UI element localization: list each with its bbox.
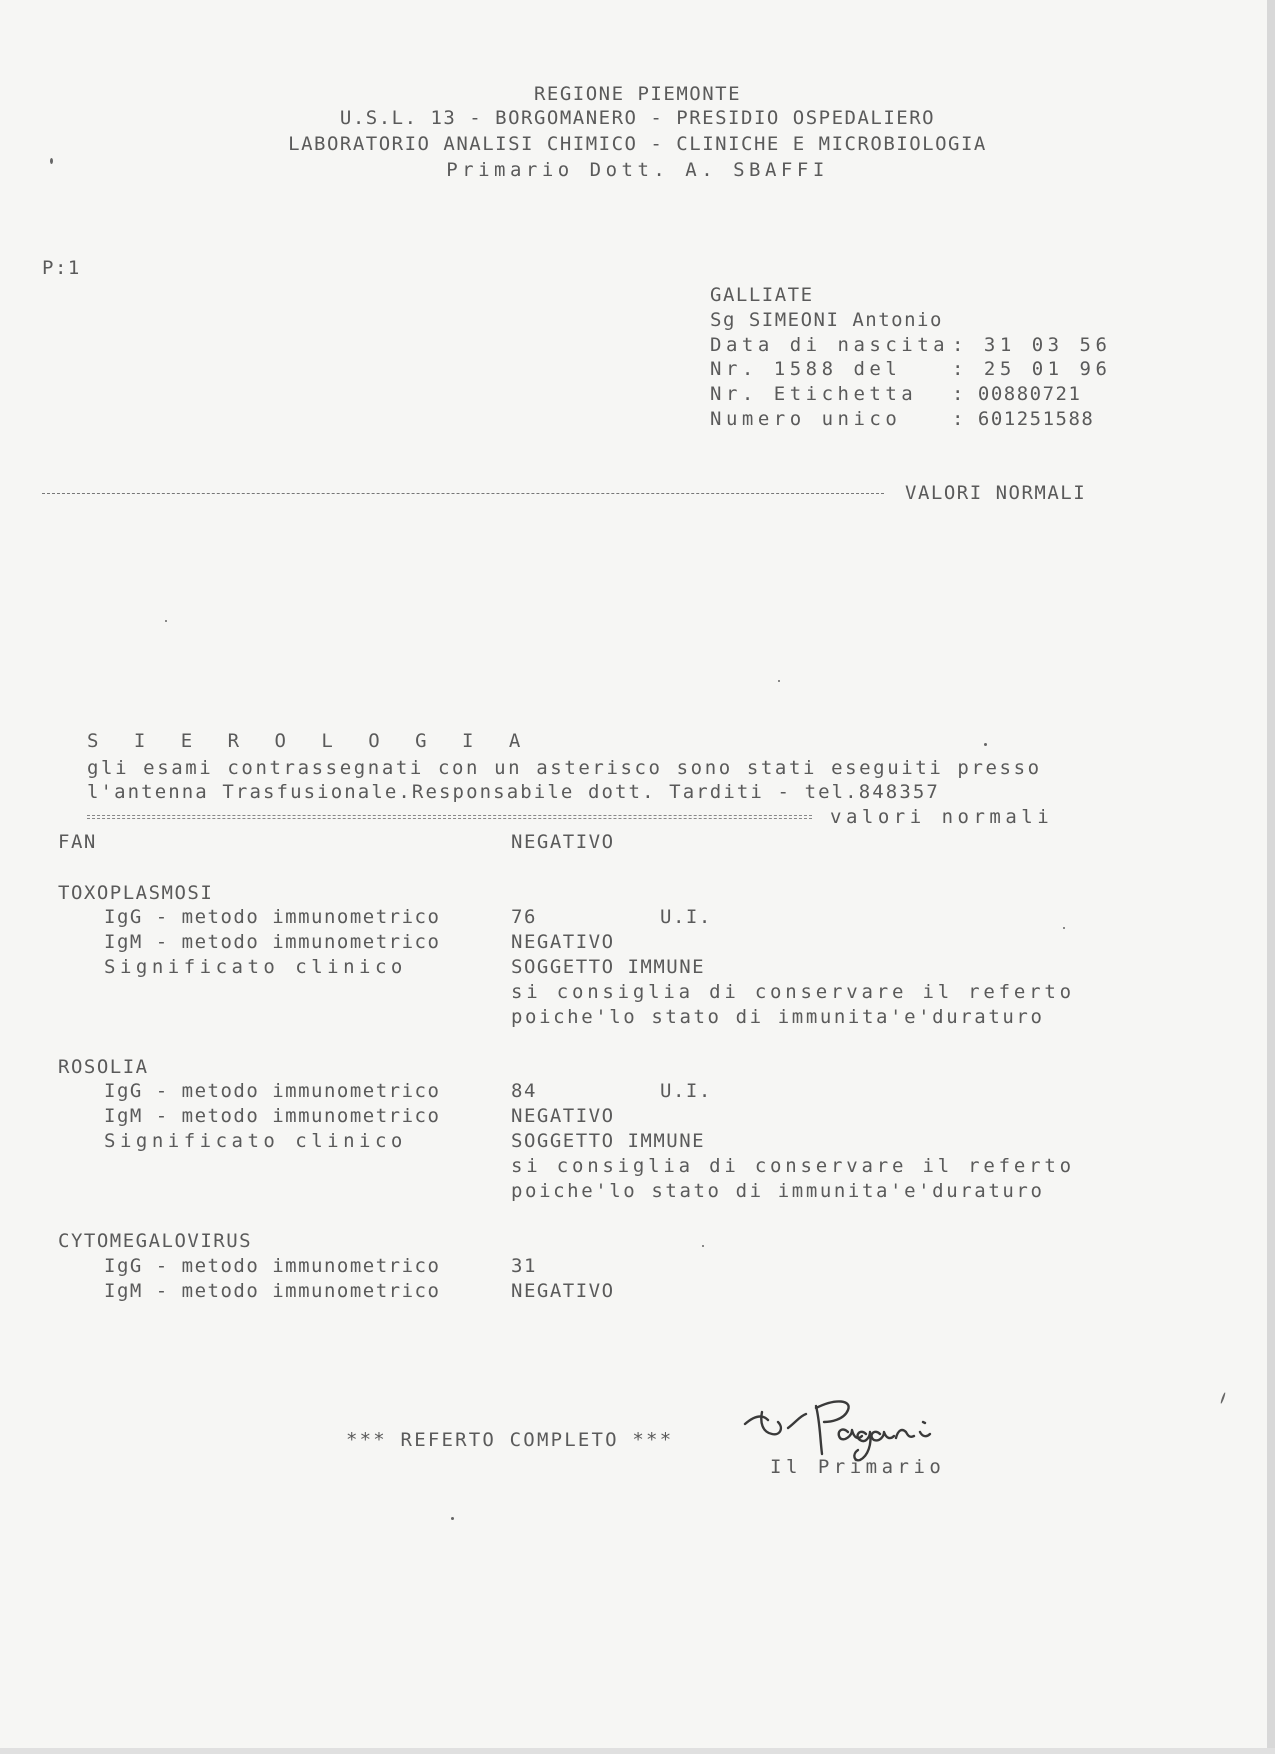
patient-name: Sg SIMEONI Antonio <box>710 309 943 331</box>
unique-number-value: : 601251588 <box>952 408 1095 430</box>
igg-unit: U.I. <box>660 1080 712 1102</box>
request-date-value: : 25 01 96 <box>952 358 1112 380</box>
header-region: REGIONE PIEMONTE <box>533 83 742 105</box>
igm-label: IgM - metodo immunometrico <box>104 931 441 953</box>
label-number-label: Nr. Etichetta <box>710 383 918 405</box>
report-complete: *** REFERTO COMPLETO *** <box>346 1429 674 1451</box>
igg-label: IgG - metodo immunometrico <box>104 1080 441 1102</box>
section-note-line1: gli esami contrassegnati con un asterisco sono stati eseguiti presso <box>87 757 1042 779</box>
test-name: ROSOLIA <box>58 1056 149 1078</box>
header-laboratory: LABORATORIO ANALISI CHIMICO - CLINICHE E MICROBIOLOGIA <box>288 133 987 155</box>
unique-number-label: Numero unico <box>710 408 902 430</box>
scan-edge-right <box>1267 0 1275 1754</box>
igm-label: IgM - metodo immunometrico <box>104 1105 441 1127</box>
header-primario: Primario Dott. A. SBAFFI <box>446 159 829 181</box>
advice-line2: poiche'lo stato di immunita'e'duraturo <box>511 1180 1045 1202</box>
advice-line1: si consiglia di conservare il referto <box>511 1155 1075 1177</box>
scan-speck <box>1220 1392 1226 1404</box>
signature <box>740 1392 970 1467</box>
birth-date-label: Data di nascita <box>710 334 950 356</box>
section-note-line2: l'antenna Trasfusionale.Responsabile dott. Tarditi - tel.848357 <box>87 781 940 803</box>
section-normal-values-label: valori normali <box>830 806 1054 828</box>
normal-values-header: VALORI NORMALI <box>905 482 1087 504</box>
scan-speck <box>702 1245 704 1247</box>
clinical-label: Significato clinico <box>104 956 407 978</box>
clinical-value: SOGGETTO IMMUNE <box>511 956 706 978</box>
page-label: P:1 <box>42 257 81 279</box>
separator-line <box>42 493 884 494</box>
igg-value: 76 <box>511 906 537 928</box>
igm-label: IgM - metodo immunometrico <box>104 1280 441 1302</box>
igm-value: NEGATIVO <box>511 1105 615 1127</box>
birth-date-value: : 31 03 56 <box>952 334 1112 356</box>
label-number-value: : 00880721 <box>952 383 1082 405</box>
igg-value: 84 <box>511 1080 537 1102</box>
signer-title: Il Primario <box>770 1456 946 1478</box>
request-number-label: Nr. 1588 del <box>710 358 902 380</box>
header-usl: U.S.L. 13 - BORGOMANERO - PRESIDIO OSPEDALIERO <box>339 107 936 129</box>
patient-location: GALLIATE <box>710 284 814 306</box>
double-separator <box>87 815 812 819</box>
scan-speck <box>165 620 167 622</box>
igm-value: NEGATIVO <box>511 931 615 953</box>
igg-unit: U.I. <box>660 906 712 928</box>
igg-value: 31 <box>511 1255 537 1277</box>
scan-edge-bottom <box>0 1748 1275 1754</box>
fan-result: NEGATIVO <box>511 831 615 853</box>
fan-name: FAN <box>58 831 97 853</box>
clinical-label: Significato clinico <box>104 1130 407 1152</box>
igm-value: NEGATIVO <box>511 1280 615 1302</box>
scan-speck <box>984 743 987 746</box>
igg-label: IgG - metodo immunometrico <box>104 906 441 928</box>
test-name: CYTOMEGALOVIRUS <box>58 1230 253 1252</box>
scan-speck <box>1063 927 1065 929</box>
scan-speck <box>50 158 53 164</box>
section-title: S I E R O L O G I A <box>87 730 533 752</box>
test-name: TOXOPLASMOSI <box>58 882 214 904</box>
scan-speck <box>778 680 780 682</box>
advice-line2: poiche'lo stato di immunita'e'duraturo <box>511 1006 1045 1028</box>
advice-line1: si consiglia di conservare il referto <box>511 981 1075 1003</box>
clinical-value: SOGGETTO IMMUNE <box>511 1130 706 1152</box>
igg-label: IgG - metodo immunometrico <box>104 1255 441 1277</box>
scan-speck <box>451 1517 454 1520</box>
